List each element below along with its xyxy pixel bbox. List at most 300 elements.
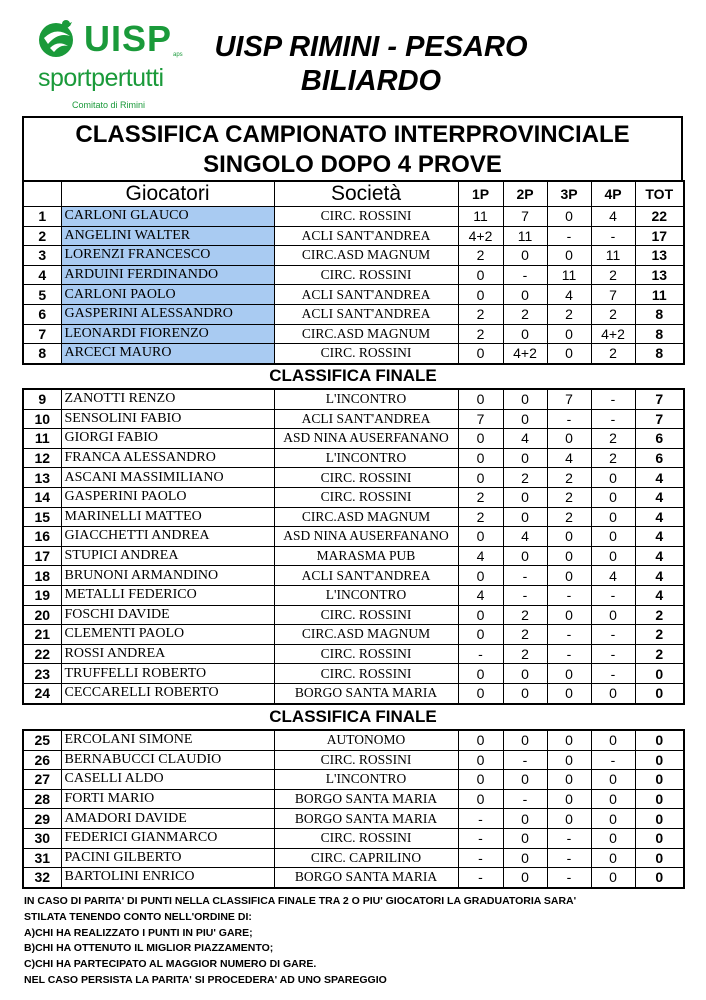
logo-tagline: sportpertutti [38,64,164,92]
table-row [23,828,684,848]
player-name-cell: ERCOLANI SIMONE [61,730,274,750]
score-p2-cell: 0 [503,730,547,750]
score-p2-cell: - [503,789,547,809]
score-p3-cell: 0 [547,809,591,829]
rule-line: B)CHI HA OTTENUTO IL MIGLIOR PIAZZAMENTO; [24,942,274,955]
rank-cell: 31 [23,848,61,868]
score-p4-cell: 0 [591,730,635,750]
total-cell: 0 [635,750,684,770]
rule-line: IN CASO DI PARITA' DI PUNTI NELLA CLASSIFICA FINALE TRA 2 O PIU' GIOCATORI LA GRADUATORIA SARA' [24,895,577,907]
club-cell: CIRC.ASD MAGNUM [274,246,458,266]
club-cell: BORGO SANTA MARIA [274,789,458,809]
score-p2-cell: 0 [503,285,547,305]
total-cell: 0 [635,828,684,848]
score-p3-cell: - [547,644,591,664]
title-line-1: UISP RIMINI - PESARO [214,31,528,63]
score-p1-cell: 0 [458,448,503,468]
total-cell: 2 [635,644,684,664]
score-p1-cell: 2 [458,487,503,507]
score-p3-cell: 0 [547,246,591,266]
score-p2-cell: 0 [503,487,547,507]
table-row [23,527,684,547]
score-p3-cell: 0 [547,324,591,344]
score-p2-cell: 4+2 [503,344,547,364]
score-p4-cell: 0 [591,546,635,566]
club-cell: L'INCONTRO [274,389,458,409]
player-name-cell: GASPERINI PAOLO [61,487,274,507]
table-row [23,625,684,645]
score-p4-cell: 0 [591,770,635,790]
player-name-cell: CARLONI PAOLO [61,285,274,305]
total-cell: 0 [635,664,684,684]
rank-cell: 22 [23,644,61,664]
rank-cell: 19 [23,585,61,605]
table-row [23,566,684,586]
rank-cell: 10 [23,409,61,429]
rank-cell: 11 [23,429,61,449]
total-cell: 13 [635,265,684,285]
uisp-logo [36,14,186,114]
rank-cell: 25 [23,730,61,750]
score-p2-cell: 0 [503,546,547,566]
player-name-cell: ARCECI MAURO [61,344,274,364]
score-p1-cell: - [458,828,503,848]
score-p1-cell: 0 [458,429,503,449]
rank-cell: 5 [23,285,61,305]
player-name-cell: AMADORI DAVIDE [61,809,274,829]
rule-line: STILATA TENENDO CONTO NELL'ORDINE DI: [24,910,252,923]
score-p3-cell: 0 [547,527,591,547]
score-p2-cell: 0 [503,809,547,829]
score-p3-cell: 0 [547,664,591,684]
rank-cell: 6 [23,304,61,324]
score-p3-cell: 0 [547,770,591,790]
score-p2-cell: 0 [503,507,547,527]
table-row [23,226,684,246]
table-row [23,683,684,703]
table-row [23,730,684,750]
score-p3-cell: - [547,848,591,868]
club-cell: CIRC. ROSSINI [274,828,458,848]
table-row [23,868,684,888]
club-cell: CIRC. ROSSINI [274,468,458,488]
score-p4-cell: - [591,625,635,645]
score-p1-cell: 0 [458,566,503,586]
table-row [23,789,684,809]
total-cell: 7 [635,389,684,409]
player-name-cell: ARDUINI FERDINANDO [61,265,274,285]
ranking-title [22,116,683,180]
score-p3-cell: 2 [547,507,591,527]
score-p3-cell: 2 [547,468,591,488]
score-p4-cell: 0 [591,683,635,703]
player-name-cell: ASCANI MASSIMILIANO [61,468,274,488]
score-p3-cell: - [547,625,591,645]
rank-cell: 24 [23,683,61,703]
score-p2-cell: 4 [503,527,547,547]
score-p4-cell: 11 [591,246,635,266]
table-row [23,389,684,409]
total-cell: 4 [635,585,684,605]
score-p4-cell: 7 [591,285,635,305]
club-cell: AUTONOMO [274,730,458,750]
score-p4-cell: - [591,389,635,409]
score-p4-cell: 4 [591,566,635,586]
club-cell: CIRC. ROSSINI [274,487,458,507]
club-cell: L'INCONTRO [274,770,458,790]
score-p3-cell: 2 [547,487,591,507]
total-cell: 0 [635,789,684,809]
score-p1-cell: 0 [458,770,503,790]
logo-brand: UISP [84,18,173,59]
score-p1-cell: 2 [458,507,503,527]
score-p1-cell: 2 [458,304,503,324]
total-cell: 6 [635,429,684,449]
table-header-row [23,181,684,207]
ranking-table-middle [22,388,685,705]
score-p1-cell: 4+2 [458,226,503,246]
score-p1-cell: - [458,809,503,829]
total-cell: 0 [635,809,684,829]
score-p4-cell: - [591,644,635,664]
table-row [23,285,684,305]
club-cell: L'INCONTRO [274,585,458,605]
score-p2-cell: 7 [503,207,547,227]
rank-cell: 4 [23,265,61,285]
score-p4-cell: 0 [591,848,635,868]
player-name-cell: GIACCHETTI ANDREA [61,527,274,547]
score-p4-cell: 0 [591,468,635,488]
club-cell: CIRC. ROSSINI [274,207,458,227]
table-row [23,507,684,527]
score-p3-cell: 0 [547,546,591,566]
score-p4-cell: 0 [591,527,635,547]
table-row [23,605,684,625]
score-p2-cell: 0 [503,389,547,409]
total-cell: 0 [635,730,684,750]
table-row [23,644,684,664]
club-cell: CIRC. CAPRILINO [274,848,458,868]
player-name-cell: ZANOTTI RENZO [61,389,274,409]
score-p3-cell: 0 [547,683,591,703]
rank-cell: 30 [23,828,61,848]
score-p4-cell: - [591,664,635,684]
rule-line: NEL CASO PERSISTA LA PARITA' SI PROCEDERA' AD UNO SPAREGGIO [24,973,387,986]
rank-cell: 26 [23,750,61,770]
score-p3-cell: 0 [547,344,591,364]
ranking-table-bottom [22,729,685,889]
score-p2-cell: - [503,585,547,605]
table-row [23,848,684,868]
club-cell: ASD NINA AUSERFANANO [274,527,458,547]
score-p3-cell: 0 [547,789,591,809]
total-cell: 11 [635,285,684,305]
score-p4-cell: 0 [591,809,635,829]
score-p3-cell: 0 [547,605,591,625]
header-p4: 4P [591,181,635,207]
total-cell: 2 [635,625,684,645]
rank-cell: 14 [23,487,61,507]
player-name-cell: LORENZI FRANCESCO [61,246,274,266]
score-p2-cell: 0 [503,409,547,429]
score-p4-cell: 4 [591,207,635,227]
score-p1-cell: 11 [458,207,503,227]
player-name-cell: CARLONI GLAUCO [61,207,274,227]
score-p2-cell: 0 [503,868,547,888]
section-title-finale-1: CLASSIFICA FINALE [269,366,437,385]
player-name-cell: CECCARELLI ROBERTO [61,683,274,703]
section-title-finale-2: CLASSIFICA FINALE [269,707,437,726]
table-row [23,664,684,684]
score-p2-cell: 0 [503,828,547,848]
table-row [23,429,684,449]
player-name-cell: LEONARDI FIORENZO [61,324,274,344]
score-p2-cell: 0 [503,246,547,266]
table-row [23,770,684,790]
score-p3-cell: 0 [547,750,591,770]
table-row [23,750,684,770]
club-cell: MARASMA PUB [274,546,458,566]
score-p4-cell: 0 [591,868,635,888]
score-p1-cell: 0 [458,683,503,703]
rule-line: C)CHI HA PARTECIPATO AL MAGGIOR NUMERO DI GARE. [24,958,317,971]
score-p4-cell: 2 [591,448,635,468]
score-p4-cell: 4+2 [591,324,635,344]
club-cell: CIRC. ROSSINI [274,265,458,285]
club-cell: CIRC. ROSSINI [274,605,458,625]
total-cell: 22 [635,207,684,227]
player-name-cell: BARTOLINI ENRICO [61,868,274,888]
total-cell: 8 [635,304,684,324]
club-cell: ACLI SANT'ANDREA [274,285,458,305]
header-pos [23,181,61,207]
logo-comitato: Comitato di Rimini [72,100,146,110]
total-cell: 4 [635,546,684,566]
player-name-cell: METALLI FEDERICO [61,585,274,605]
player-name-cell: PACINI GILBERTO [61,848,274,868]
score-p2-cell: 2 [503,605,547,625]
score-p2-cell: - [503,750,547,770]
total-cell: 0 [635,848,684,868]
score-p3-cell: 0 [547,207,591,227]
score-p1-cell: 0 [458,389,503,409]
rank-cell: 27 [23,770,61,790]
total-cell: 4 [635,527,684,547]
score-p1-cell: - [458,644,503,664]
score-p1-cell: 0 [458,625,503,645]
total-cell: 4 [635,507,684,527]
score-p2-cell: 2 [503,468,547,488]
rank-cell: 7 [23,324,61,344]
club-cell: CIRC.ASD MAGNUM [274,625,458,645]
table-row [23,409,684,429]
tie-break-rules [24,894,694,989]
score-p4-cell: 2 [591,304,635,324]
score-p4-cell: 2 [591,265,635,285]
score-p2-cell: 0 [503,848,547,868]
runner-globe-icon [36,16,80,60]
player-name-cell: FORTI MARIO [61,789,274,809]
player-name-cell: BRUNONI ARMANDINO [61,566,274,586]
total-cell: 0 [635,683,684,703]
club-cell: BORGO SANTA MARIA [274,809,458,829]
score-p1-cell: 0 [458,605,503,625]
score-p4-cell: 0 [591,487,635,507]
rank-cell: 12 [23,448,61,468]
score-p2-cell: - [503,265,547,285]
table-row [23,304,684,324]
rank-cell: 20 [23,605,61,625]
score-p4-cell: - [591,226,635,246]
club-cell: CIRC. ROSSINI [274,644,458,664]
score-p1-cell: 0 [458,527,503,547]
logo-aps: aps [173,52,183,58]
score-p1-cell: 7 [458,409,503,429]
club-cell: CIRC. ROSSINI [274,750,458,770]
rank-cell: 1 [23,207,61,227]
score-p2-cell: 0 [503,324,547,344]
header-tot: TOT [635,181,684,207]
ranking-title-line-2: SINGOLO DOPO 4 PROVE [203,151,502,178]
score-p4-cell: 0 [591,789,635,809]
score-p4-cell: - [591,585,635,605]
player-name-cell: BERNABUCCI CLAUDIO [61,750,274,770]
total-cell: 13 [635,246,684,266]
table-row [23,324,684,344]
club-cell: BORGO SANTA MARIA [274,868,458,888]
player-name-cell: STUPICI ANDREA [61,546,274,566]
club-cell: ACLI SANT'ANDREA [274,566,458,586]
total-cell: 17 [635,226,684,246]
score-p1-cell: 0 [458,344,503,364]
table-row [23,344,684,364]
player-name-cell: FOSCHI DAVIDE [61,605,274,625]
table-row [23,207,684,227]
score-p4-cell: - [591,750,635,770]
score-p3-cell: 0 [547,730,591,750]
rank-cell: 2 [23,226,61,246]
header-players: Giocatori [61,181,274,207]
score-p2-cell: 0 [503,664,547,684]
score-p4-cell: 0 [591,507,635,527]
club-cell: L'INCONTRO [274,448,458,468]
total-cell: 7 [635,409,684,429]
rank-cell: 8 [23,344,61,364]
score-p2-cell: 11 [503,226,547,246]
table-row [23,468,684,488]
player-name-cell: FEDERICI GIANMARCO [61,828,274,848]
player-name-cell: SENSOLINI FABIO [61,409,274,429]
score-p4-cell: 2 [591,344,635,364]
rank-cell: 9 [23,389,61,409]
score-p3-cell: - [547,828,591,848]
rule-line: A)CHI HA REALIZZATO I PUNTI IN PIU' GARE; [24,926,253,939]
club-cell: ACLI SANT'ANDREA [274,304,458,324]
player-name-cell: GASPERINI ALESSANDRO [61,304,274,324]
score-p2-cell: 2 [503,644,547,664]
score-p1-cell: 0 [458,285,503,305]
page-title [198,30,544,98]
score-p2-cell: 0 [503,448,547,468]
player-name-cell: MARINELLI MATTEO [61,507,274,527]
club-cell: CIRC. ROSSINI [274,344,458,364]
rank-cell: 16 [23,527,61,547]
rank-cell: 15 [23,507,61,527]
header-p2: 2P [503,181,547,207]
table-row [23,585,684,605]
table-row [23,448,684,468]
score-p1-cell: 4 [458,585,503,605]
total-cell: 8 [635,344,684,364]
player-name-cell: TRUFFELLI ROBERTO [61,664,274,684]
club-cell: CIRC.ASD MAGNUM [274,324,458,344]
total-cell: 0 [635,868,684,888]
score-p1-cell: 2 [458,246,503,266]
score-p3-cell: 0 [547,566,591,586]
club-cell: BORGO SANTA MARIA [274,683,458,703]
table-row [23,546,684,566]
score-p4-cell: 0 [591,828,635,848]
header-p3: 3P [547,181,591,207]
score-p3-cell: 0 [547,429,591,449]
total-cell: 2 [635,605,684,625]
player-name-cell: FRANCA ALESSANDRO [61,448,274,468]
total-cell: 8 [635,324,684,344]
ranking-table-top [22,180,685,365]
table-row [23,265,684,285]
player-name-cell: ROSSI ANDREA [61,644,274,664]
score-p2-cell: - [503,566,547,586]
table-row [23,246,684,266]
table-row [23,809,684,829]
table-row [23,487,684,507]
score-p3-cell: 4 [547,448,591,468]
header-p1: 1P [458,181,503,207]
club-cell: CIRC.ASD MAGNUM [274,507,458,527]
rank-cell: 23 [23,664,61,684]
score-p2-cell: 2 [503,304,547,324]
rank-cell: 18 [23,566,61,586]
score-p2-cell: 2 [503,625,547,645]
rank-cell: 17 [23,546,61,566]
score-p3-cell: 4 [547,285,591,305]
score-p2-cell: 4 [503,429,547,449]
total-cell: 6 [635,448,684,468]
score-p1-cell: 0 [458,730,503,750]
score-p1-cell: - [458,868,503,888]
score-p4-cell: 0 [591,605,635,625]
total-cell: 0 [635,770,684,790]
rank-cell: 21 [23,625,61,645]
player-name-cell: CLEMENTI PAOLO [61,625,274,645]
score-p1-cell: 0 [458,789,503,809]
header-club: Società [274,181,458,207]
rank-cell: 28 [23,789,61,809]
rank-cell: 3 [23,246,61,266]
score-p3-cell: - [547,868,591,888]
score-p1-cell: 0 [458,750,503,770]
score-p3-cell: 7 [547,389,591,409]
score-p4-cell: - [591,409,635,429]
player-name-cell: CASELLI ALDO [61,770,274,790]
score-p2-cell: 0 [503,770,547,790]
rank-cell: 29 [23,809,61,829]
total-cell: 4 [635,566,684,586]
club-cell: ACLI SANT'ANDREA [274,409,458,429]
score-p3-cell: 2 [547,304,591,324]
rank-cell: 32 [23,868,61,888]
score-p3-cell: - [547,226,591,246]
